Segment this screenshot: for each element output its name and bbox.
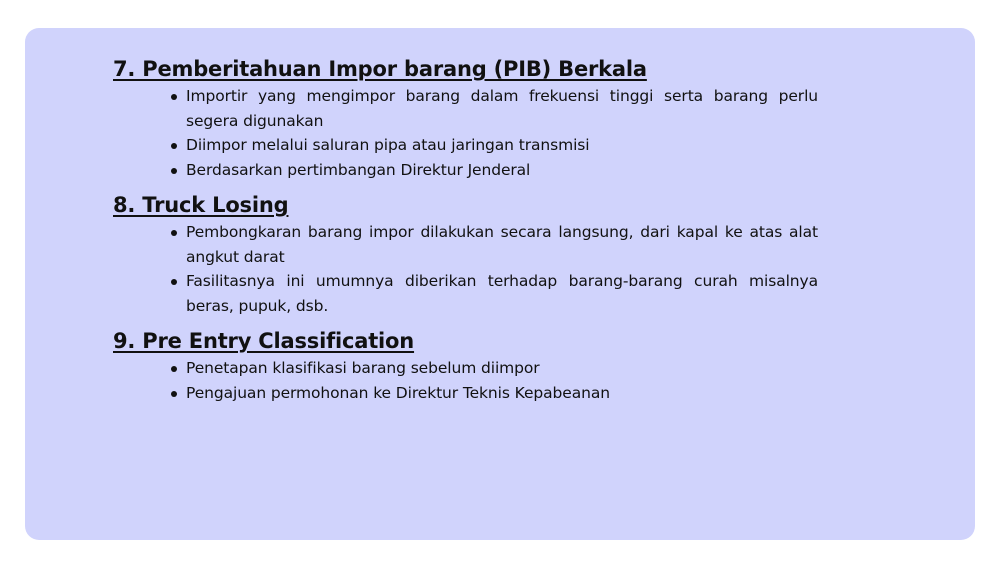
- list-item-text: Penetapan klasifikasi barang sebelum diimpor: [186, 359, 540, 377]
- bullet-icon: [171, 168, 177, 174]
- bullet-icon: [171, 94, 177, 100]
- list-item: [186, 158, 818, 183]
- bullet-list: [113, 84, 818, 182]
- section-truck-losing: [113, 190, 818, 318]
- list-item-text: Diimpor melalui saluran pipa atau jaringan transmisi: [186, 136, 590, 154]
- slide-content: [113, 54, 818, 413]
- bullet-list: [113, 220, 818, 318]
- list-item-text: Fasilitasnya ini umumnya diberikan terhadap barang-barang curah misalnya beras, pupuk, dsb.: [186, 272, 818, 315]
- list-item: [186, 269, 818, 318]
- list-item-text: Pengajuan permohonan ke Direktur Teknis Kepabeanan: [186, 383, 610, 402]
- bullet-list: [113, 356, 818, 405]
- bullet-icon: [171, 279, 177, 285]
- bullet-icon: [171, 366, 177, 372]
- list-item: [186, 220, 818, 269]
- bullet-icon: [171, 230, 177, 236]
- section-pib-berkala: [113, 54, 818, 182]
- list-item-text: Pembongkaran barang impor dilakukan secara langsung, dari kapal ke atas alat angkut darat: [186, 223, 818, 266]
- list-item: [186, 84, 818, 133]
- bullet-icon: [171, 391, 177, 397]
- list-item: [186, 356, 818, 381]
- list-item-text: Berdasarkan pertimbangan Direktur Jenderal: [186, 160, 531, 179]
- bullet-icon: [171, 143, 177, 149]
- section-pre-entry-classification: [113, 326, 818, 405]
- section-heading: 7. Pemberitahuan Impor barang (PIB) Berkala: [113, 57, 647, 81]
- list-item: [186, 381, 818, 406]
- section-heading: 9. Pre Entry Classification: [113, 329, 415, 353]
- section-heading: 8. Truck Losing: [113, 193, 289, 217]
- list-item-text: Importir yang mengimpor barang dalam frekuensi tinggi serta barang perlu segera digunakan: [186, 87, 818, 130]
- list-item: [186, 133, 818, 158]
